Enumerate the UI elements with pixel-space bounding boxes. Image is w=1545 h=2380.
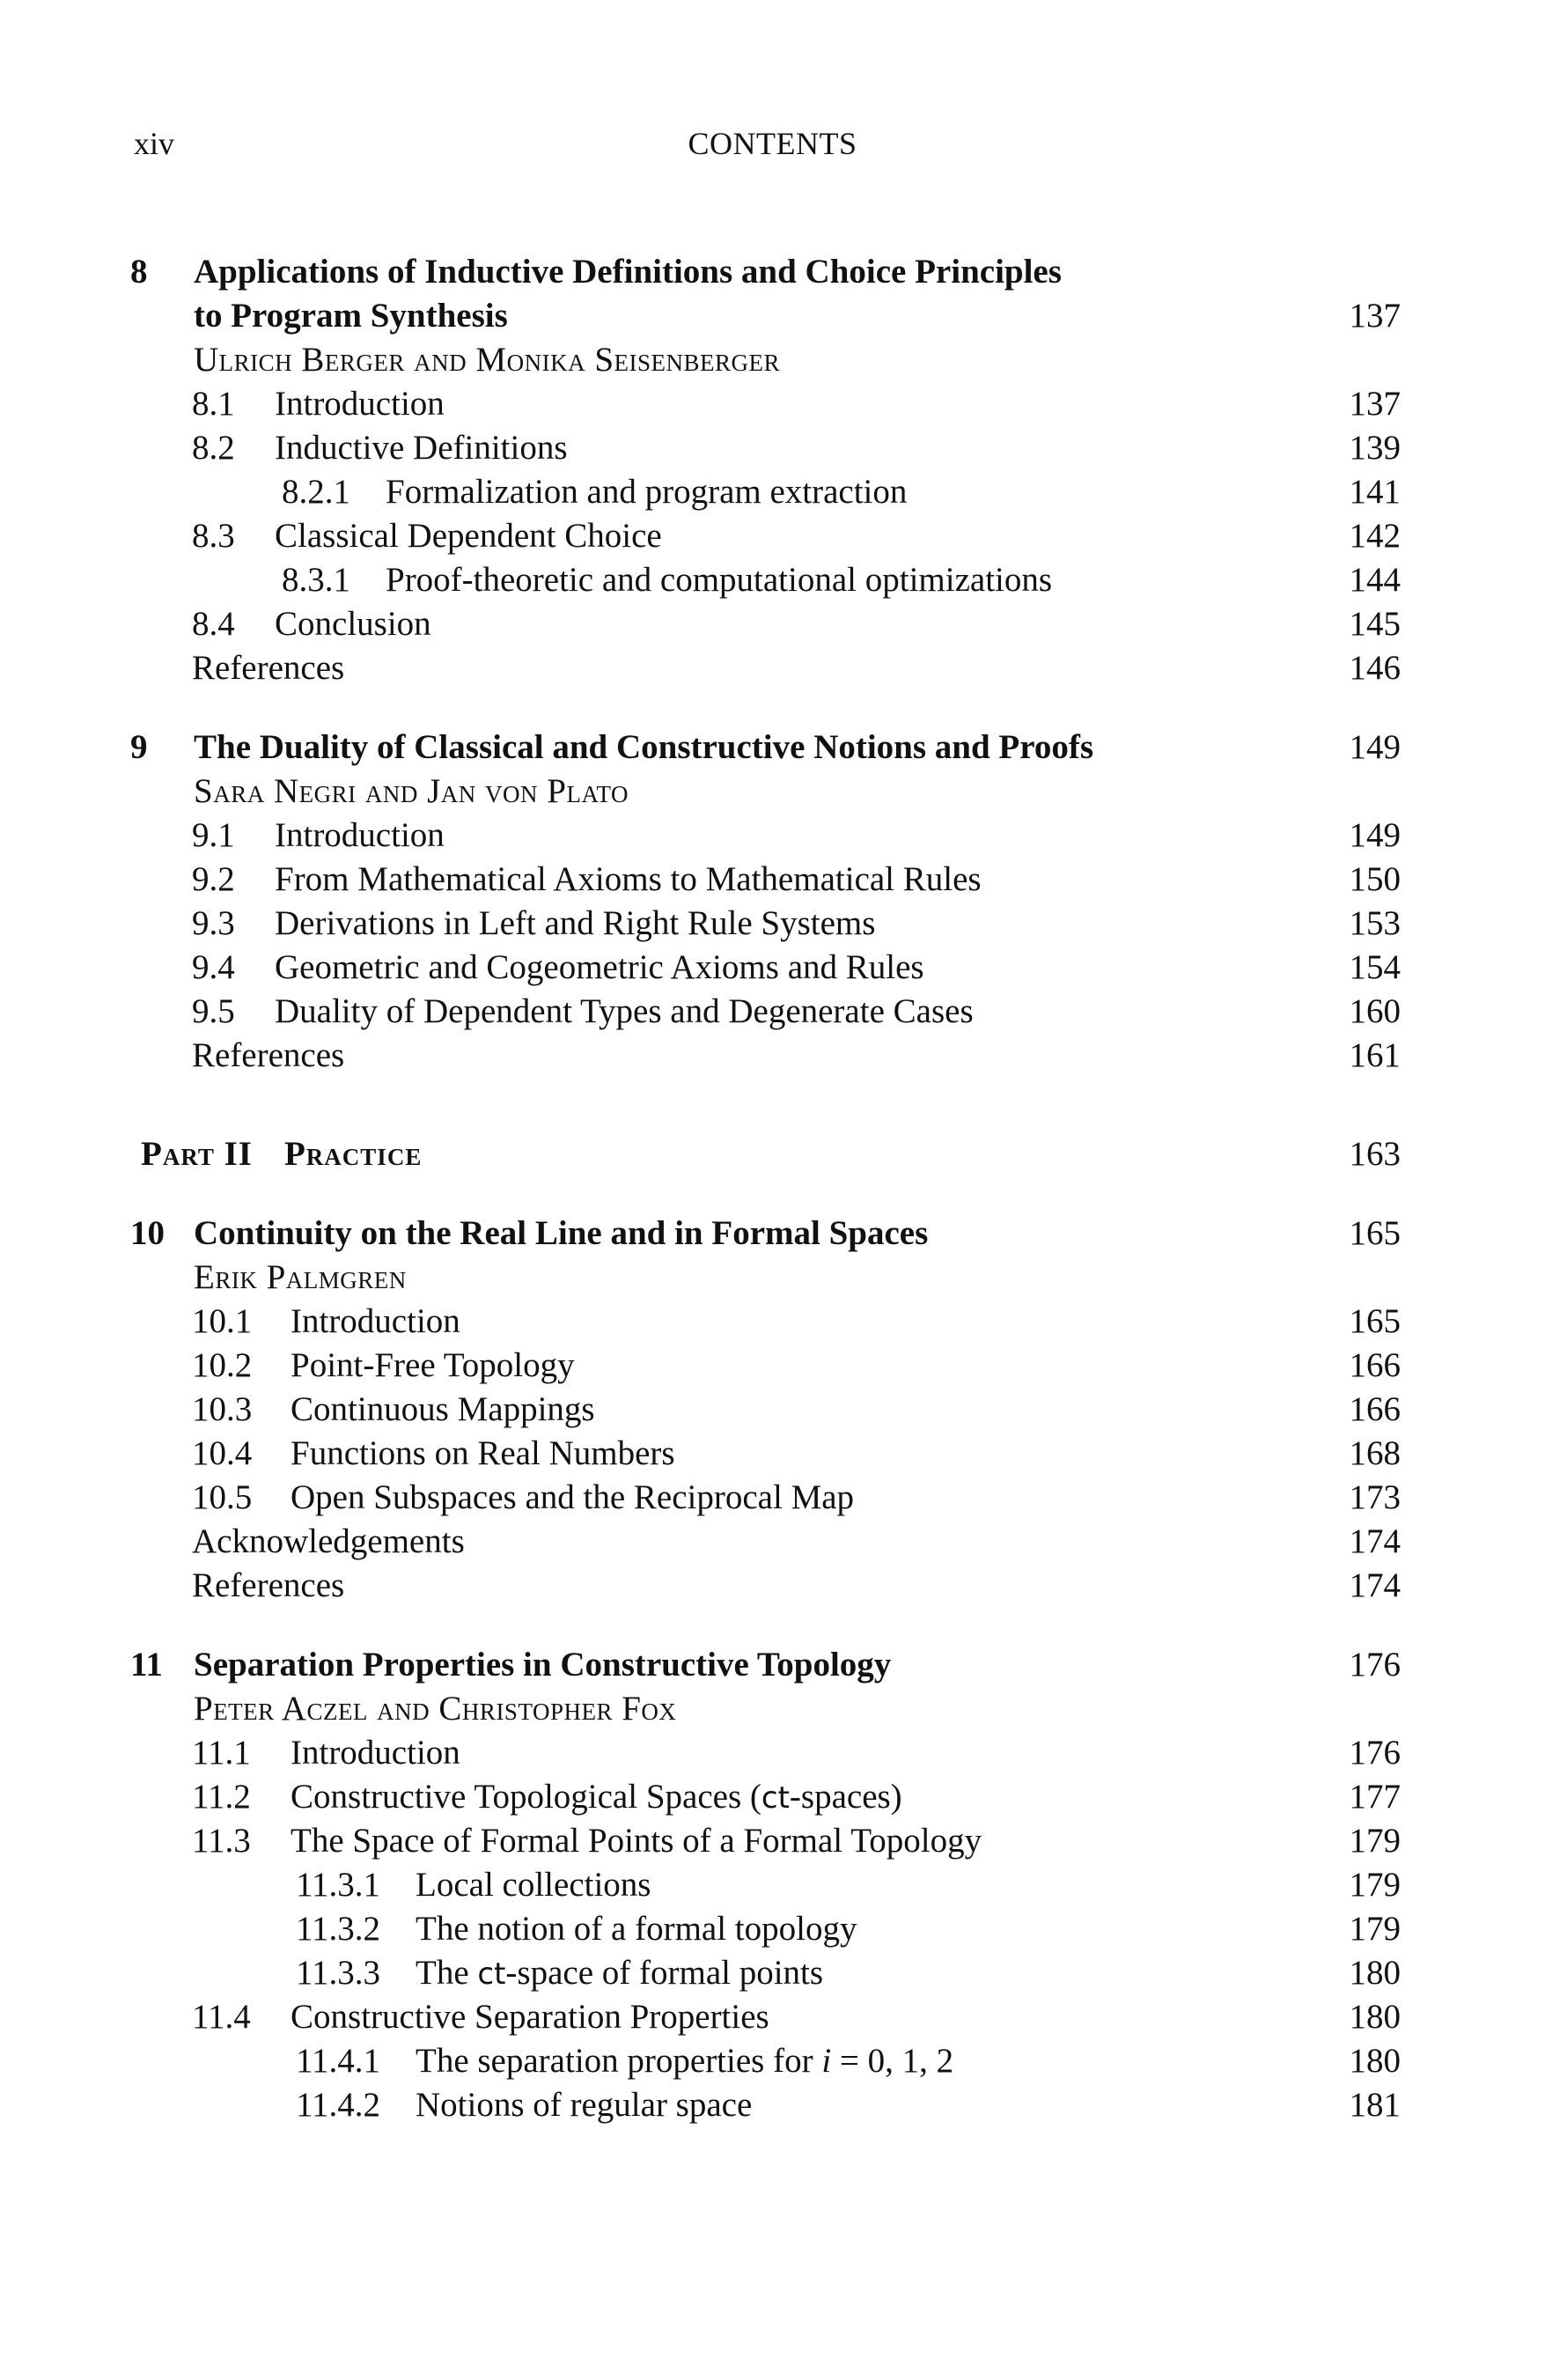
toc-entry[interactable]: 10.1 Introduction 165 [192, 1302, 1401, 1340]
chapter-authors: Peter Aczel and Christopher Fox [194, 1690, 677, 1728]
chapter-title-cont: to Program Synthesis [194, 297, 508, 335]
chapter-title: The Duality of Classical and Constructive Notions and Proofs [194, 728, 1094, 766]
toc-entry[interactable]: 11.3.3 The ct-space of formal points 180 [296, 1954, 1401, 1992]
chapter-authors: Ulrich Berger and Monika Seisenberger [194, 341, 781, 379]
running-head: CONTENTS [688, 126, 857, 161]
ct-symbol: ct [761, 1780, 790, 1816]
ct-symbol: ct [477, 1956, 506, 1992]
chapter-title: Continuity on the Real Line and in Formal Spaces [194, 1214, 929, 1252]
toc-entry[interactable]: 8.3 Classical Dependent Choice 142 [192, 517, 1401, 555]
chapter-10-heading[interactable] [130, 1212, 1401, 1256]
toc-entry[interactable]: 11.4 Constructive Separation Properties 180 [192, 1998, 1401, 2036]
toc-entry[interactable]: 8.1 Introduction 137 [192, 385, 1401, 423]
toc-entry-references[interactable]: References 161 [192, 1036, 1401, 1074]
chapter-8-heading-cont[interactable] [130, 294, 1401, 338]
table-of-contents [130, 250, 1401, 2127]
toc-entry[interactable]: 9.2 From Mathematical Axioms to Mathematical Rules 150 [192, 860, 1401, 898]
toc-entry[interactable]: 11.2 Constructive Topological Spaces (ct-spaces) 177 [192, 1778, 1401, 1816]
chapter-page: 176 [1349, 1646, 1401, 1684]
toc-entry[interactable]: 11.3.1 Local collections 179 [296, 1866, 1401, 1904]
toc-entry[interactable]: 10.4 Functions on Real Numbers 168 [192, 1434, 1401, 1472]
chapter-title: Applications of Inductive Definitions and Choice Principles [194, 253, 1062, 291]
part-label: Part II [141, 1135, 253, 1173]
toc-entry[interactable]: 9.1 Introduction 149 [192, 816, 1401, 854]
part-title: Practice [283, 1135, 423, 1173]
page-header [134, 125, 1411, 169]
toc-entry[interactable]: 11.4.1 The separation properties for i = 0, 1, 2 180 [296, 2042, 1401, 2080]
chapter-number: 8 [130, 253, 148, 291]
toc-entry[interactable]: 11.1 Introduction 176 [192, 1734, 1401, 1772]
chapter-title: Separation Properties in Constructive Topology [194, 1646, 892, 1684]
toc-entry[interactable]: 9.3 Derivations in Left and Right Rule Systems 153 [192, 904, 1401, 942]
part-page: 163 [1349, 1135, 1401, 1173]
part-2-heading[interactable] [130, 1132, 1401, 1176]
toc-entry[interactable]: 8.3.1 Proof-theoretic and computational optimizations 144 [282, 561, 1401, 599]
toc-entry[interactable]: 10.2 Point-Free Topology 166 [192, 1346, 1401, 1384]
chapter-authors: Erik Palmgren [194, 1258, 407, 1296]
chapter-11-heading[interactable] [130, 1643, 1401, 1687]
toc-entry-references[interactable]: References 174 [192, 1566, 1401, 1604]
toc-entry[interactable]: 11.3 The Space of Formal Points of a Formal Topology 179 [192, 1822, 1401, 1860]
chapter-number: 11 [130, 1646, 163, 1684]
toc-entry[interactable]: 10.5 Open Subspaces and the Reciprocal Map 173 [192, 1478, 1401, 1516]
toc-entry[interactable]: 8.2.1 Formalization and program extraction 141 [282, 473, 1401, 511]
toc-entry[interactable]: 11.3.2 The notion of a formal topology 179 [296, 1910, 1401, 1948]
page-number: xiv [134, 126, 175, 161]
math-variable: i [821, 2042, 832, 2080]
toc-entry-references[interactable]: References 146 [192, 649, 1401, 687]
chapter-authors: Sara Negri and Jan von Plato [194, 772, 629, 810]
chapter-page: 165 [1349, 1214, 1401, 1252]
toc-entry[interactable]: 9.5 Duality of Dependent Types and Degenerate Cases 160 [192, 992, 1401, 1030]
chapter-8-heading[interactable] [130, 250, 1401, 294]
chapter-page: 137 [1349, 297, 1401, 335]
chapter-number: 9 [130, 728, 148, 766]
toc-entry-acknowledgements[interactable]: Acknowledgements 174 [192, 1522, 1401, 1560]
toc-entry[interactable]: 8.4 Conclusion 145 [192, 605, 1401, 643]
toc-entry[interactable]: 8.2 Inductive Definitions 139 [192, 429, 1401, 467]
chapter-page: 149 [1349, 728, 1401, 766]
toc-entry[interactable]: 11.4.2 Notions of regular space 181 [296, 2086, 1401, 2124]
chapter-9-heading[interactable] [130, 726, 1401, 770]
chapter-number: 10 [130, 1214, 165, 1252]
toc-entry[interactable]: 9.4 Geometric and Cogeometric Axioms and Rules 154 [192, 948, 1401, 986]
toc-entry[interactable]: 10.3 Continuous Mappings 166 [192, 1390, 1401, 1428]
